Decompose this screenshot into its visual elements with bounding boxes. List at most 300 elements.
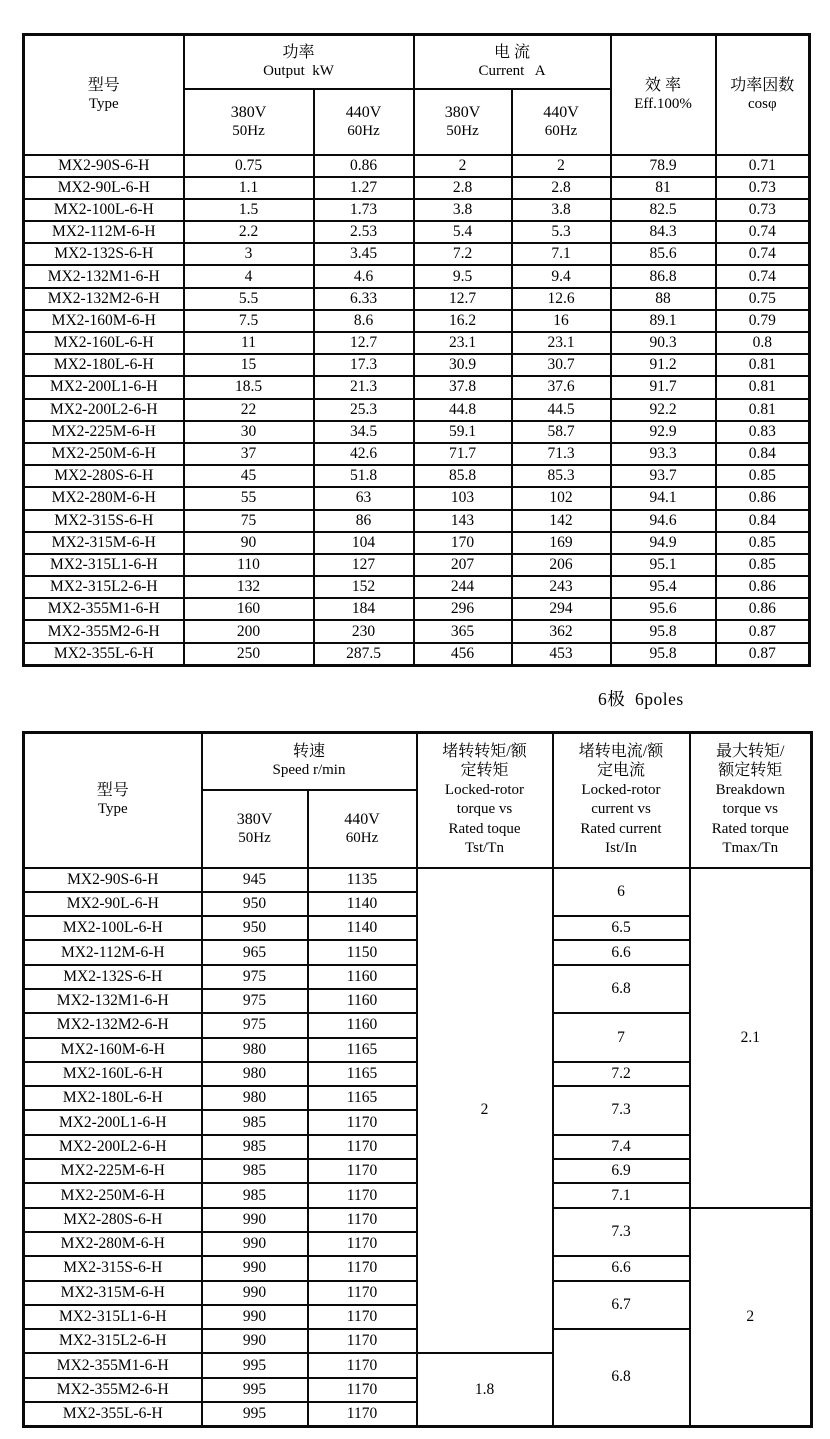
value-cell: 3: [184, 243, 314, 265]
value-cell: 1.27: [314, 177, 414, 199]
table-row: [24, 221, 810, 243]
value-cell: 206: [512, 554, 611, 576]
model-cell: MX2-280S-6-H: [24, 465, 184, 487]
model-cell: MX2-160L-6-H: [24, 1062, 202, 1086]
value-cell: 94.6: [611, 510, 716, 532]
value-cell: 160: [184, 598, 314, 620]
value-cell: 294: [512, 598, 611, 620]
value-cell: 5.5: [184, 288, 314, 310]
value-cell: 0.85: [716, 465, 810, 487]
value-cell: 8.6: [314, 310, 414, 332]
speed-380-cell: 980: [202, 1086, 308, 1110]
table-row: [24, 310, 810, 332]
speed-440-cell: 1135: [308, 868, 417, 892]
speed-380-cell: 985: [202, 1110, 308, 1134]
value-cell: 86: [314, 510, 414, 532]
speed-380-cell: 990: [202, 1305, 308, 1329]
value-cell: 184: [314, 598, 414, 620]
value-cell: 0.75: [716, 288, 810, 310]
value-cell: 170: [414, 532, 512, 554]
speed-440-cell: 1170: [308, 1183, 417, 1207]
table-row: [24, 465, 810, 487]
value-cell: 2.53: [314, 221, 414, 243]
value-cell: 58.7: [512, 421, 611, 443]
header-locked-rotor-torque: [417, 733, 553, 868]
speed-380-cell: 965: [202, 940, 308, 964]
table-row: [24, 576, 810, 598]
value-cell: 0.74: [716, 265, 810, 287]
ist-in-cell: 7.1: [553, 1183, 690, 1207]
speed-380-cell: 975: [202, 965, 308, 989]
header-type: [24, 733, 202, 868]
value-cell: 37: [184, 443, 314, 465]
value-cell: 92.9: [611, 421, 716, 443]
speed-380-cell: 950: [202, 916, 308, 940]
header-line: 型号: [87, 76, 120, 94]
value-cell: 0.75: [184, 155, 314, 177]
model-cell: MX2-132M2-6-H: [24, 1013, 202, 1037]
value-cell: 84.3: [611, 221, 716, 243]
value-cell: 104: [314, 532, 414, 554]
speed-440-cell: 1165: [308, 1038, 417, 1062]
model-cell: MX2-315M-6-H: [24, 532, 184, 554]
model-cell: MX2-90S-6-H: [24, 868, 202, 892]
speed-380-cell: 975: [202, 989, 308, 1013]
speed-440-cell: 1170: [308, 1159, 417, 1183]
value-cell: 92.2: [611, 399, 716, 421]
model-cell: MX2-200L2-6-H: [24, 399, 184, 421]
value-cell: 127: [314, 554, 414, 576]
value-cell: 11: [184, 332, 314, 354]
model-cell: MX2-250M-6-H: [24, 443, 184, 465]
value-cell: 16: [512, 310, 611, 332]
speed-380-cell: 980: [202, 1062, 308, 1086]
model-cell: MX2-315M-6-H: [24, 1281, 202, 1305]
value-cell: 9.4: [512, 265, 611, 287]
value-cell: 0.87: [716, 620, 810, 642]
table-row: [24, 376, 810, 398]
speed-380-cell: 950: [202, 892, 308, 916]
speed-torque-tbody: [24, 868, 812, 1427]
header-line: torque vs: [456, 801, 513, 818]
model-cell: MX2-315L2-6-H: [24, 576, 184, 598]
value-cell: 0.73: [716, 177, 810, 199]
value-cell: 1.73: [314, 199, 414, 221]
value-cell: 12.6: [512, 288, 611, 310]
value-cell: 30.7: [512, 354, 611, 376]
speed-380-cell: 995: [202, 1378, 308, 1402]
value-cell: 0.84: [716, 510, 810, 532]
value-cell: 0.85: [716, 554, 810, 576]
value-cell: 12.7: [314, 332, 414, 354]
value-cell: 82.5: [611, 199, 716, 221]
model-cell: MX2-160M-6-H: [24, 1038, 202, 1062]
value-cell: 110: [184, 554, 314, 576]
value-cell: 3.8: [414, 199, 512, 221]
model-cell: MX2-100L-6-H: [24, 199, 184, 221]
tst-tn-cell: 1.8: [417, 1353, 553, 1426]
value-cell: 0.81: [716, 399, 810, 421]
value-cell: 25.3: [314, 399, 414, 421]
ist-in-cell: 7: [553, 1013, 690, 1062]
value-cell: 0.74: [716, 221, 810, 243]
model-cell: MX2-112M-6-H: [24, 221, 184, 243]
model-cell: MX2-355M1-6-H: [24, 598, 184, 620]
value-cell: 30: [184, 421, 314, 443]
header-line: Speed r/min: [272, 762, 346, 779]
speed-380-cell: 945: [202, 868, 308, 892]
header-line: 380V: [236, 810, 273, 828]
model-cell: MX2-132S-6-H: [24, 243, 184, 265]
value-cell: 45: [184, 465, 314, 487]
value-cell: 4.6: [314, 265, 414, 287]
header-line: 定电流: [596, 762, 645, 780]
header-breakdown-torque: [690, 733, 812, 868]
model-cell: MX2-315S-6-H: [24, 510, 184, 532]
header-line: 转速: [292, 743, 325, 761]
value-cell: 63: [314, 487, 414, 509]
value-cell: 91.7: [611, 376, 716, 398]
speed-440-cell: 1140: [308, 916, 417, 940]
speed-440-cell: 1170: [308, 1135, 417, 1159]
speed-380-cell: 985: [202, 1183, 308, 1207]
header-line: 堵转转矩/额: [442, 742, 527, 760]
value-cell: 2.8: [414, 177, 512, 199]
value-cell: 0.85: [716, 532, 810, 554]
value-cell: 102: [512, 487, 611, 509]
value-cell: 152: [314, 576, 414, 598]
table-row: [24, 177, 810, 199]
ist-in-cell: 6.8: [553, 965, 690, 1014]
value-cell: 0.81: [716, 354, 810, 376]
header-locked-rotor-current: [553, 733, 690, 868]
model-cell: MX2-355M1-6-H: [24, 1353, 202, 1377]
header-line: 380V: [444, 103, 481, 121]
speed-440-cell: 1165: [308, 1086, 417, 1110]
value-cell: 5.3: [512, 221, 611, 243]
value-cell: 15: [184, 354, 314, 376]
model-cell: MX2-90L-6-H: [24, 892, 202, 916]
header-line: 60Hz: [345, 829, 379, 846]
value-cell: 7.5: [184, 310, 314, 332]
speed-440-cell: 1170: [308, 1256, 417, 1280]
model-cell: MX2-200L1-6-H: [24, 1110, 202, 1134]
table-row: [24, 643, 810, 666]
table-row: [24, 399, 810, 421]
model-cell: MX2-225M-6-H: [24, 421, 184, 443]
header-current-440v: [512, 89, 611, 155]
ist-in-cell: 6.6: [553, 1256, 690, 1280]
model-cell: MX2-315L2-6-H: [24, 1329, 202, 1353]
value-cell: 9.5: [414, 265, 512, 287]
value-cell: 95.6: [611, 598, 716, 620]
header-line: torque vs: [722, 801, 778, 818]
header-line: 60Hz: [544, 122, 578, 139]
value-cell: 0.79: [716, 310, 810, 332]
speed-440-cell: 1170: [308, 1329, 417, 1353]
ist-in-cell: 7.3: [553, 1086, 690, 1135]
value-cell: 12.7: [414, 288, 512, 310]
value-cell: 287.5: [314, 643, 414, 666]
header-type: [24, 35, 184, 155]
speed-380-cell: 990: [202, 1329, 308, 1353]
model-cell: MX2-200L2-6-H: [24, 1135, 202, 1159]
value-cell: 85.8: [414, 465, 512, 487]
value-cell: 37.6: [512, 376, 611, 398]
header-line: Locked-rotor: [444, 781, 525, 798]
model-cell: MX2-355L-6-H: [24, 1402, 202, 1426]
value-cell: 55: [184, 487, 314, 509]
value-cell: 6.33: [314, 288, 414, 310]
value-cell: 3.45: [314, 243, 414, 265]
value-cell: 59.1: [414, 421, 512, 443]
table-row: [24, 443, 810, 465]
value-cell: 89.1: [611, 310, 716, 332]
value-cell: 0.86: [314, 155, 414, 177]
ist-in-cell: 6.7: [553, 1281, 690, 1330]
value-cell: 142: [512, 510, 611, 532]
speed-440-cell: 1170: [308, 1353, 417, 1377]
speed-380-cell: 990: [202, 1281, 308, 1305]
value-cell: 93.7: [611, 465, 716, 487]
model-cell: MX2-200L1-6-H: [24, 376, 184, 398]
model-cell: MX2-160M-6-H: [24, 310, 184, 332]
ist-in-cell: 7.3: [553, 1208, 690, 1257]
value-cell: 90.3: [611, 332, 716, 354]
value-cell: 1.5: [184, 199, 314, 221]
value-cell: 0.86: [716, 598, 810, 620]
header-line: 最大转矩/: [716, 742, 785, 760]
table-row: [24, 243, 810, 265]
header-current-380v: [414, 89, 512, 155]
value-cell: 143: [414, 510, 512, 532]
header-line: 效 率: [645, 76, 682, 94]
speed-440-cell: 1170: [308, 1305, 417, 1329]
header-line: Tst/Tn: [465, 840, 504, 857]
speed-440-cell: 1140: [308, 892, 417, 916]
header-line: 堵转电流/额: [578, 742, 664, 760]
value-cell: 78.9: [611, 155, 716, 177]
value-cell: 132: [184, 576, 314, 598]
ist-in-cell: 6: [553, 868, 690, 917]
ist-in-cell: 6.9: [553, 1159, 690, 1183]
value-cell: 16.2: [414, 310, 512, 332]
value-cell: 362: [512, 620, 611, 642]
value-cell: 42.6: [314, 443, 414, 465]
header-line: 功率: [282, 43, 315, 61]
header-line: Current A: [478, 62, 546, 79]
value-cell: 0.84: [716, 443, 810, 465]
table-row: [24, 487, 810, 509]
model-cell: MX2-132S-6-H: [24, 965, 202, 989]
model-cell: MX2-180L-6-H: [24, 1086, 202, 1110]
value-cell: 2.8: [512, 177, 611, 199]
value-cell: 0.74: [716, 243, 810, 265]
value-cell: 85.3: [512, 465, 611, 487]
model-cell: MX2-112M-6-H: [24, 940, 202, 964]
ist-in-cell: 7.4: [553, 1135, 690, 1159]
value-cell: 51.8: [314, 465, 414, 487]
table-row: [24, 510, 810, 532]
value-cell: 23.1: [414, 332, 512, 354]
header-line: Ist/In: [605, 840, 637, 857]
speed-torque-table: [22, 731, 813, 1428]
table-row: [24, 199, 810, 221]
model-cell: MX2-355M2-6-H: [24, 1378, 202, 1402]
header-output-440v: [314, 89, 414, 155]
value-cell: 1.1: [184, 177, 314, 199]
speed-440-cell: 1170: [308, 1378, 417, 1402]
value-cell: 34.5: [314, 421, 414, 443]
value-cell: 22: [184, 399, 314, 421]
value-cell: 71.7: [414, 443, 512, 465]
ist-in-cell: 7.2: [553, 1062, 690, 1086]
model-cell: MX2-280M-6-H: [24, 1232, 202, 1256]
header-line: Tmax/Tn: [722, 840, 779, 857]
value-cell: 0.83: [716, 421, 810, 443]
model-cell: MX2-90S-6-H: [24, 155, 184, 177]
value-cell: 0.86: [716, 576, 810, 598]
value-cell: 94.9: [611, 532, 716, 554]
header-line: 50Hz: [446, 122, 479, 139]
output-current-tbody: [24, 155, 810, 666]
value-cell: 17.3: [314, 354, 414, 376]
value-cell: 365: [414, 620, 512, 642]
value-cell: 44.5: [512, 399, 611, 421]
model-cell: MX2-315S-6-H: [24, 1256, 202, 1280]
model-cell: MX2-280M-6-H: [24, 487, 184, 509]
speed-380-cell: 985: [202, 1159, 308, 1183]
model-cell: MX2-132M1-6-H: [24, 265, 184, 287]
value-cell: 0.8: [716, 332, 810, 354]
speed-440-cell: 1170: [308, 1232, 417, 1256]
header-speed-440v: [308, 790, 417, 868]
model-cell: MX2-280S-6-H: [24, 1208, 202, 1232]
value-cell: 2.2: [184, 221, 314, 243]
table-row: [24, 155, 810, 177]
header-line: Locked-rotor: [581, 781, 661, 798]
value-cell: 95.8: [611, 643, 716, 666]
value-cell: 7.2: [414, 243, 512, 265]
model-cell: MX2-225M-6-H: [24, 1159, 202, 1183]
value-cell: 30.9: [414, 354, 512, 376]
value-cell: 90: [184, 532, 314, 554]
header-efficiency: [611, 35, 716, 155]
header-line: Type: [97, 801, 128, 818]
header-line: Rated toque: [448, 820, 521, 837]
speed-440-cell: 1160: [308, 989, 417, 1013]
header-line: 440V: [344, 810, 380, 828]
ist-in-cell: 6.8: [553, 1329, 690, 1426]
header-power-factor: [716, 35, 810, 155]
header-line: Breakdown: [715, 781, 785, 798]
value-cell: 91.2: [611, 354, 716, 376]
header-line: 50Hz: [232, 122, 265, 139]
table-row: [24, 332, 810, 354]
speed-440-cell: 1160: [308, 965, 417, 989]
header-line: 440V: [345, 103, 382, 121]
poles-note: 6极 6poles: [598, 689, 684, 709]
value-cell: 0.86: [716, 487, 810, 509]
header-output-380v: [184, 89, 314, 155]
value-cell: 207: [414, 554, 512, 576]
header-line: 额定转矩: [718, 762, 783, 780]
value-cell: 95.8: [611, 620, 716, 642]
model-cell: MX2-100L-6-H: [24, 916, 202, 940]
value-cell: 3.8: [512, 199, 611, 221]
value-cell: 4: [184, 265, 314, 287]
value-cell: 200: [184, 620, 314, 642]
ist-in-cell: 6.6: [553, 940, 690, 964]
speed-440-cell: 1150: [308, 940, 417, 964]
value-cell: 2: [414, 155, 512, 177]
table-row: [24, 288, 810, 310]
header-speed: [202, 733, 417, 790]
speed-440-cell: 1170: [308, 1208, 417, 1232]
header-line: cosφ: [747, 95, 777, 112]
value-cell: 0.73: [716, 199, 810, 221]
speed-440-cell: 1170: [308, 1110, 417, 1134]
table-row: [24, 554, 810, 576]
value-cell: 95.1: [611, 554, 716, 576]
model-cell: MX2-250M-6-H: [24, 1183, 202, 1207]
header-current-a: [414, 35, 611, 89]
value-cell: 81: [611, 177, 716, 199]
tmax-tn-cell: 2.1: [690, 868, 812, 1208]
value-cell: 7.1: [512, 243, 611, 265]
header-line: 380V: [230, 103, 267, 121]
value-cell: 71.3: [512, 443, 611, 465]
model-cell: MX2-160L-6-H: [24, 332, 184, 354]
value-cell: 453: [512, 643, 611, 666]
header-line: 电 流: [494, 43, 531, 61]
value-cell: 88: [611, 288, 716, 310]
table-row: [24, 598, 810, 620]
speed-380-cell: 990: [202, 1208, 308, 1232]
speed-440-cell: 1170: [308, 1281, 417, 1305]
value-cell: 0.71: [716, 155, 810, 177]
value-cell: 456: [414, 643, 512, 666]
value-cell: 86.8: [611, 265, 716, 287]
model-cell: MX2-315L1-6-H: [24, 1305, 202, 1329]
value-cell: 5.4: [414, 221, 512, 243]
value-cell: 103: [414, 487, 512, 509]
header-line: 50Hz: [238, 829, 271, 846]
header-line: 440V: [543, 103, 579, 121]
value-cell: 94.1: [611, 487, 716, 509]
value-cell: 0.81: [716, 376, 810, 398]
speed-380-cell: 975: [202, 1013, 308, 1037]
value-cell: 0.87: [716, 643, 810, 666]
header-line: Rated torque: [711, 820, 789, 837]
value-cell: 37.8: [414, 376, 512, 398]
speed-380-cell: 990: [202, 1256, 308, 1280]
speed-380-cell: 985: [202, 1135, 308, 1159]
header-line: 定转矩: [460, 762, 509, 780]
header-line: current vs: [591, 801, 651, 818]
value-cell: 93.3: [611, 443, 716, 465]
value-cell: 44.8: [414, 399, 512, 421]
table-row: [24, 265, 810, 287]
table1-header-row-1: [24, 35, 810, 89]
header-line: Eff.100%: [634, 95, 692, 112]
speed-440-cell: 1165: [308, 1062, 417, 1086]
table-row: [24, 868, 812, 892]
value-cell: 244: [414, 576, 512, 598]
header-line: 功率因数: [730, 76, 795, 94]
model-cell: MX2-180L-6-H: [24, 354, 184, 376]
model-cell: MX2-132M1-6-H: [24, 989, 202, 1013]
